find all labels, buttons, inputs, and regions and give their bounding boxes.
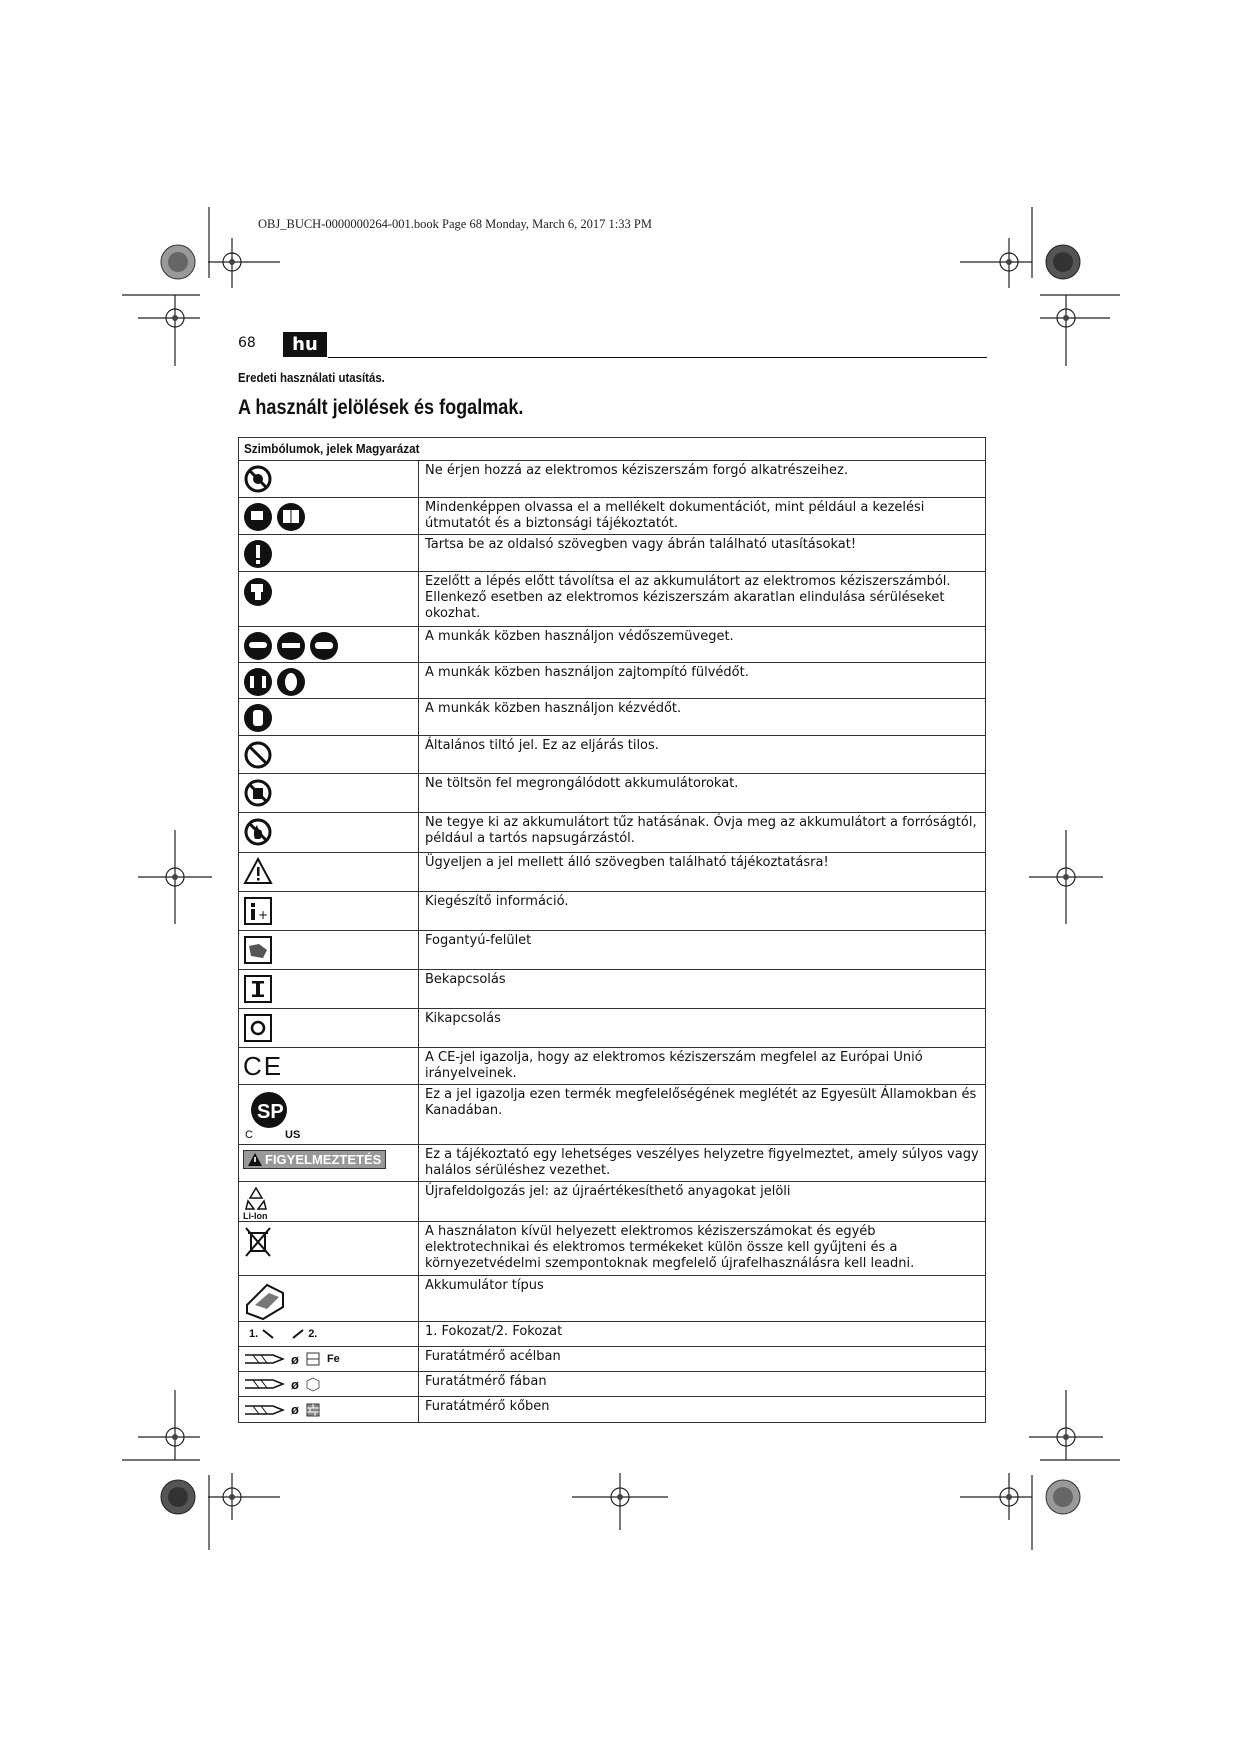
drill-stone-icon: ø [239, 1397, 419, 1422]
table-row: Mindenképpen olvassa el a mellékelt dokumentációt, mint például a kezelési útmutatót és a biztonsági tájékoztatót. [239, 498, 985, 535]
table-row: + Kiegészítő információ. [239, 892, 985, 931]
table-row: Ne töltsön fel megrongálódott akkumulátorokat. [239, 774, 985, 813]
grip-surface-icon [243, 934, 273, 966]
table-row: Ne tegye ki az akkumulátort tűz hatásának. Óvja meg az akkumulátort a forróságtól, például a tartós napsugárzástól. [239, 813, 985, 853]
table-row: A munkák közben használjon kézvédőt. [239, 699, 985, 736]
page-title: A használt jelölések és fogalmak. [238, 396, 524, 419]
switch-on-icon [243, 973, 273, 1005]
no-touch-rotating-parts-icon [243, 464, 273, 494]
table-row: ø Fe Furatátmérő acélban [239, 1347, 985, 1372]
table-row: Akkumulátor típus [239, 1276, 985, 1322]
language-badge: hu [283, 332, 327, 357]
svg-text:+: + [258, 908, 269, 922]
page-number: 68 [238, 335, 256, 351]
table-row: 1. 2. 1. Fokozat/2. Fokozat [239, 1322, 985, 1347]
subtitle: Eredeti használati utasítás. [238, 370, 385, 385]
table-row: Bekapcsolás [239, 970, 985, 1009]
no-charge-damaged-battery-icon [243, 777, 273, 809]
table-header: Szimbólumok, jelek Magyarázat [239, 438, 985, 461]
table-row: ø Furatátmérő fában [239, 1372, 985, 1397]
ear-protection-icon [243, 666, 307, 698]
no-fire-battery-icon [243, 816, 273, 848]
eye-protection-icon [243, 630, 339, 662]
remove-battery-icon [243, 575, 273, 607]
svg-text:SP: SP [257, 1101, 284, 1123]
read-documentation-icon [243, 501, 307, 533]
info-plus-icon [243, 895, 273, 927]
table-row: Tartsa be az oldalsó szövegben vagy ábrán található utasításokat! [239, 535, 985, 572]
file-header-line: OBJ_BUCH-0000000264-001.book Page 68 Monday, March 6, 2017 1:33 PM [258, 217, 652, 231]
mandatory-instruction-icon [243, 538, 273, 570]
ce-mark-icon: CE [243, 1051, 284, 1081]
table-row: Kikapcsolás [239, 1009, 985, 1048]
table-row: Ne érjen hozzá az elektromos kéziszerszám forgó alkatrészeihez. [239, 461, 985, 498]
drill-steel-icon: ø Fe [239, 1347, 419, 1371]
battery-type-icon [243, 1279, 287, 1321]
table-row: CE A CE-jel igazolja, hogy az elektromos kéziszerszám megfelel az Európai Unió irányelveinek. [239, 1048, 985, 1085]
symbols-table [238, 437, 986, 1423]
prohibition-icon [243, 739, 273, 771]
table-row: Li-Ion Újrafeldolgozás jel: az újraértékesíthető anyagokat jelöli [239, 1182, 985, 1222]
drill-wood-icon: ø [239, 1372, 419, 1396]
crossed-bin-icon [243, 1225, 273, 1259]
table-row: A használaton kívül helyezett elektromos kéziszerszámokat és egyéb elektrotechnikai és elektromos termékeket külön össze kell gyűjteni és a környezetvédelmi szempontoknak megfelelő újrafelhasználásra kell leadni. [239, 1222, 985, 1276]
header-rule [328, 357, 987, 358]
table-row: FIGYELMEZTETÉS Ez a tájékoztató egy lehetséges veszélyes helyzetre figyelmeztet, amely súlyos vagy halálos sérüléshez vezethet. [239, 1145, 985, 1182]
hand-protection-icon [243, 702, 273, 734]
table-row: ø Furatátmérő kőben [239, 1397, 985, 1422]
table-row: Általános tiltó jel. Ez az eljárás tilos. [239, 736, 985, 774]
switch-off-icon [243, 1012, 273, 1044]
table-row: A munkák közben használjon védőszemüveget. [239, 627, 985, 663]
recycling-li-ion-icon [243, 1185, 269, 1211]
table-row: SP C US Ez a jel igazolja ezen termék megfelelőségének meglétét az Egyesült Államokban és Kanadában. [239, 1085, 985, 1145]
table-row: Ezelőtt a lépés előtt távolítsa el az akkumulátort az elektromos kéziszerszámból. Ellenkező esetben az elektromos kéziszerszám akaratlan elindulása sérüléseket okozhat. [239, 572, 985, 627]
warning-triangle-icon [243, 856, 273, 886]
table-row: A munkák közben használjon zajtompító fülvédőt. [239, 663, 985, 699]
gear-stage-icon: 1. 2. [239, 1322, 419, 1346]
table-row: Fogantyú-felület [239, 931, 985, 970]
warning-label-icon: FIGYELMEZTETÉS [243, 1150, 386, 1169]
table-row: Ügyeljen a jel mellett álló szövegben található tájékoztatásra! [239, 853, 985, 892]
